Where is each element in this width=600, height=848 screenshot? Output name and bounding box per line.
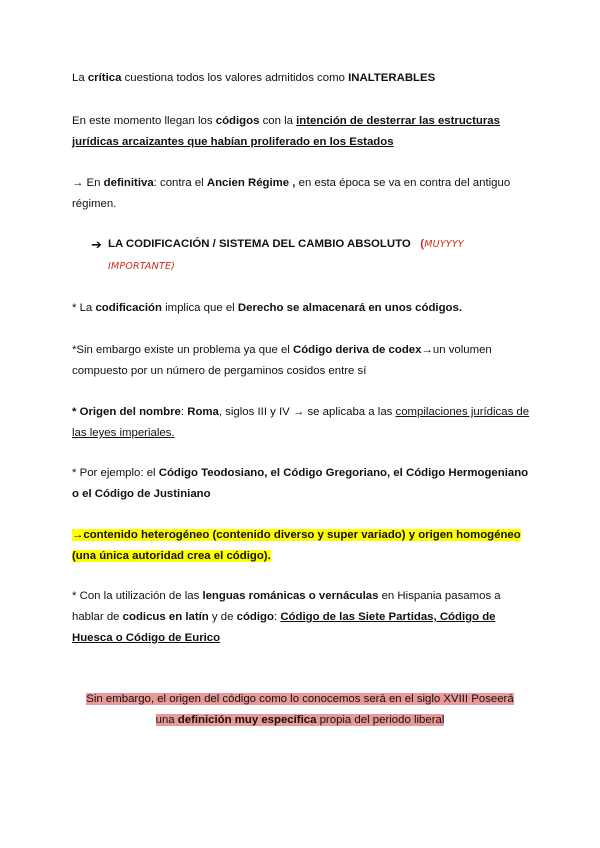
bold-text: lenguas románicas o vernáculas — [202, 590, 379, 602]
bold-text: codificación — [95, 302, 162, 314]
text: * Por ejemplo: el — [72, 467, 159, 479]
text: con la — [259, 115, 297, 127]
text: : — [273, 611, 281, 623]
text: , siglos III y IV → se aplicaba a las — [218, 406, 396, 418]
text: La — [72, 72, 88, 84]
bold-text: crítica — [87, 72, 122, 84]
important-note-continued: IMPORTANTE) — [108, 261, 176, 272]
text: : contra el — [153, 177, 207, 189]
bold-text: Derecho se almacenará en unos códigos. — [237, 302, 462, 314]
paragraph-critica — [72, 68, 532, 89]
bold-text: definitiva — [103, 177, 154, 189]
bold-text: Código Teodosiano, el Código Gregoriano, el Código Hermogeniano o el Código de Justiniano — [72, 467, 529, 500]
note-paren: ( — [420, 238, 425, 250]
paragraph-origen — [72, 402, 532, 444]
underlined-text: compilaciones jurídicas de las leyes imperiales. — [72, 406, 530, 439]
text: en Hispania pasamos a hablar de — [72, 590, 501, 623]
paragraph-codex — [72, 340, 532, 382]
paragraph-codificacion — [72, 298, 532, 319]
bold-text: código — [236, 611, 274, 623]
text: * La — [72, 302, 96, 314]
text: una — [155, 714, 178, 726]
paragraph-ejemplo — [72, 463, 532, 505]
text: →un volumen compuesto por un número de pergaminos cosidos entre sí — [72, 344, 492, 377]
highlighted-text: Sin embargo, el origen del código como lo conocemos será en el siglo XVIII Poseerá — [86, 693, 514, 705]
bold-text: Roma — [187, 406, 219, 418]
paragraph-definitiva — [72, 173, 532, 215]
bold-text: definición muy específica — [177, 714, 317, 726]
bold-text: códigos — [215, 115, 260, 127]
paragraph-lenguas — [72, 586, 532, 649]
important-note: MUYYYY — [424, 239, 464, 250]
text: y de — [208, 611, 237, 623]
text: cuestiona todos los valores admitidos como — [121, 72, 349, 84]
highlighted-text: →contenido heterogéneo (contenido diverso y super variado) y origen homogéneo (una única autoridad crea el código). — [72, 529, 521, 562]
bold-text: Código deriva de codex — [292, 344, 422, 356]
bold-text: Ancien Régime , — [206, 177, 296, 189]
paragraph-sin-embargo-line1 — [60, 689, 540, 710]
text: * Con la utilización de las — [72, 590, 203, 602]
arrow-bullet-icon: ➔ — [91, 237, 102, 252]
text: propia del periodo liberal — [316, 714, 445, 726]
highlighted-span — [156, 714, 445, 726]
bold-text: * Origen del nombre — [72, 406, 181, 418]
text: en esta época se va en contra del antiguo régimen. — [72, 177, 511, 210]
text: → En — [72, 177, 104, 189]
paragraph-codigos — [72, 111, 532, 153]
text: En este momento llegan los — [72, 115, 216, 127]
text: implica que el — [161, 302, 238, 314]
paragraph-sin-embargo-line2 — [60, 710, 540, 731]
paragraph-contenido — [72, 525, 532, 567]
underlined-bold-text: intención de desterrar las estructuras jurídicas arcaizantes que habían proliferado en los Estados — [72, 115, 500, 148]
text: : — [180, 406, 188, 418]
underlined-bold-text: Código de las Siete Partidas, Código de Huesca o Código de Eurico — [72, 611, 496, 644]
text: *Sin embargo existe un problema ya que el — [72, 344, 293, 356]
section-heading — [108, 234, 528, 255]
heading-text: LA CODIFICACIÓN / SISTEMA DEL CAMBIO ABSOLUTO — [108, 238, 411, 250]
bold-text: INALTERABLES — [348, 72, 436, 84]
bold-text: codicus en latín — [122, 611, 209, 623]
